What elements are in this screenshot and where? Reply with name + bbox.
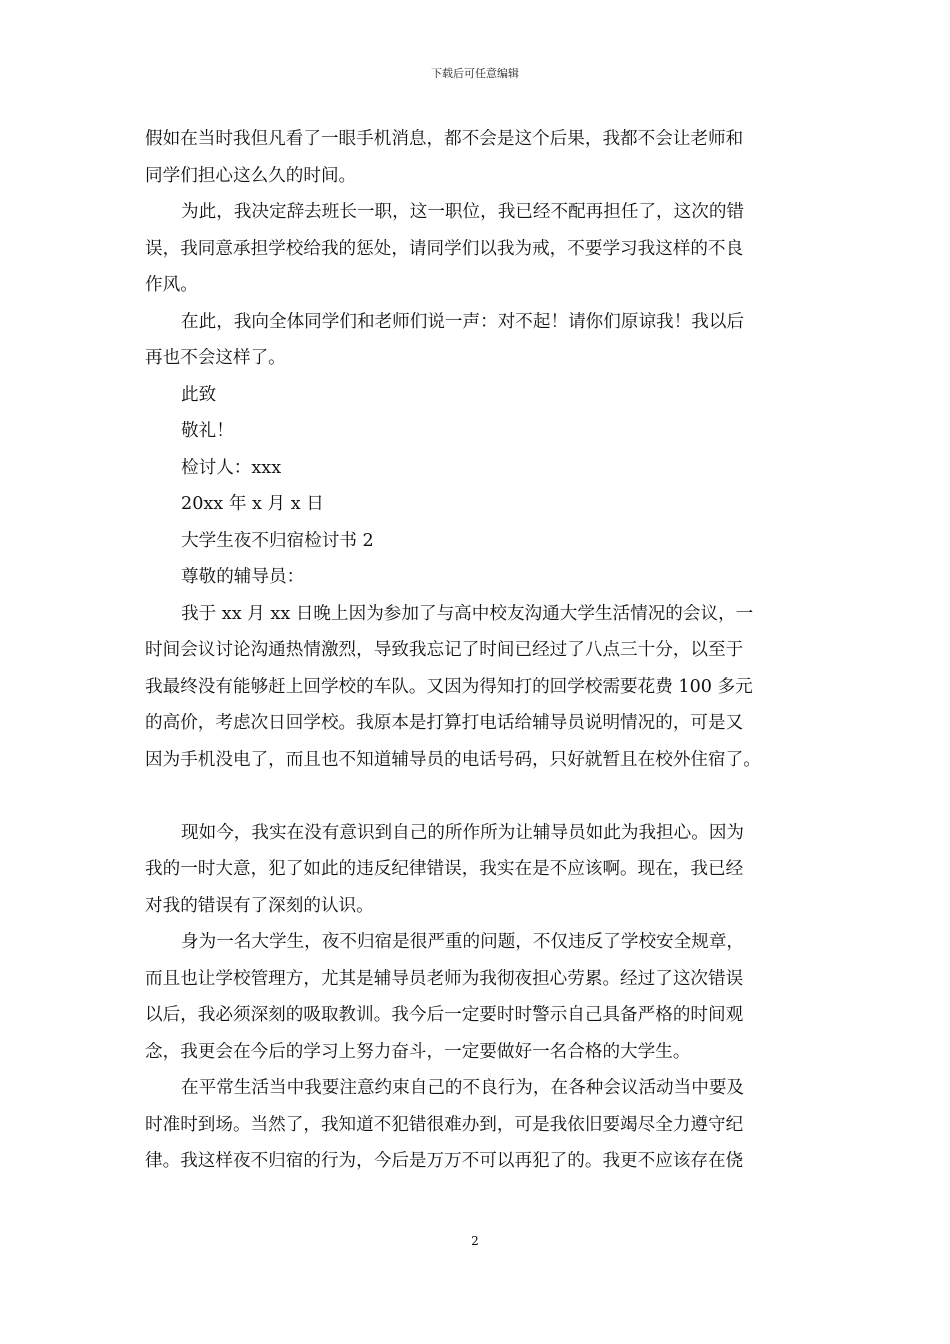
page-header: 下载后可任意编辑 <box>431 67 519 80</box>
text-line: 假如在当时我但凡看了一眼手机消息，都不会是这个后果，我都不会让老师和 <box>145 129 744 149</box>
text-line: 在平常生活当中我要注意约束自己的不良行为，在各种会议活动当中要及 <box>181 1078 745 1098</box>
document-body <box>145 121 805 1180</box>
text-line: 而且也让学校管理方，尤其是辅导员老师为我彻夜担心劳累。经过了这次错误 <box>145 968 744 989</box>
section-title: 大学生夜不归宿检讨书 2 <box>181 530 374 551</box>
date-line: 20xx 年 x 月 x 日 <box>181 494 324 514</box>
closing-regards: 敬礼！ <box>181 421 234 441</box>
text-line: 我最终没有能够赶上回学校的车队。又因为得知打的回学校需要花费 100 多元 <box>145 676 753 697</box>
text-line: 因为手机没电了，而且也不知道辅导员的电话号码，只好就暂且在校外住宿了。 <box>145 749 761 770</box>
text-line: 再也不会这样了。 <box>145 348 286 368</box>
text-line: 对我的错误有了深刻的认识。 <box>145 895 374 916</box>
text-line: 现如今，我实在没有意识到自己的所作所为让辅导员如此为我担心。因为 <box>181 822 745 843</box>
text-line: 我的一时大意，犯了如此的违反纪律错误，我实在是不应该啊。现在，我已经 <box>145 859 744 879</box>
text-line: 身为一名大学生，夜不归宿是很严重的问题，不仅违反了学校安全规章， <box>181 932 745 952</box>
text-line: 在此，我向全体同学们和老师们说一声：对不起！请你们原谅我！我以后 <box>181 311 745 332</box>
text-line: 的高价，考虑次日回学校。我原本是打算打电话给辅导员说明情况的，可是又 <box>145 713 744 733</box>
text-line: 作风。 <box>145 275 198 295</box>
text-line: 以后，我必须深刻的吸取教训。我今后一定要时时警示自己具备严格的时间观 <box>145 1005 744 1025</box>
paragraph-gap <box>145 778 805 815</box>
text-line: 时准时到场。当然了，我知道不犯错很难办到，可是我依旧要竭尽全力遵守纪 <box>145 1114 744 1135</box>
text-line: 为此，我决定辞去班长一职，这一职位，我已经不配再担任了，这次的错 <box>181 202 745 222</box>
text-line: 我于 xx 月 xx 日晚上因为参加了与高中校友沟通大学生活情况的会议，一 <box>181 603 754 624</box>
closing-salutation: 此致 <box>181 384 217 405</box>
signature-line: 检讨人：xxx <box>181 457 282 478</box>
page-number: 2 <box>471 1234 479 1248</box>
text-line: 律。我这样夜不归宿的行为，今后是万万不可以再犯了的。我更不应该存在侥 <box>145 1151 744 1171</box>
greeting-line: 尊敬的辅导员： <box>181 567 305 587</box>
text-line: 误，我同意承担学校给我的惩处，请同学们以我为戒，不要学习我这样的不良 <box>145 238 744 259</box>
text-line: 念，我更会在今后的学习上努力奋斗，一定要做好一名合格的大学生。 <box>145 1041 691 1062</box>
text-line: 同学们担心这么久的时间。 <box>145 165 357 186</box>
text-line: 时间会议讨论沟通热情激烈，导致我忘记了时间已经过了八点三十分，以至于 <box>145 640 744 660</box>
